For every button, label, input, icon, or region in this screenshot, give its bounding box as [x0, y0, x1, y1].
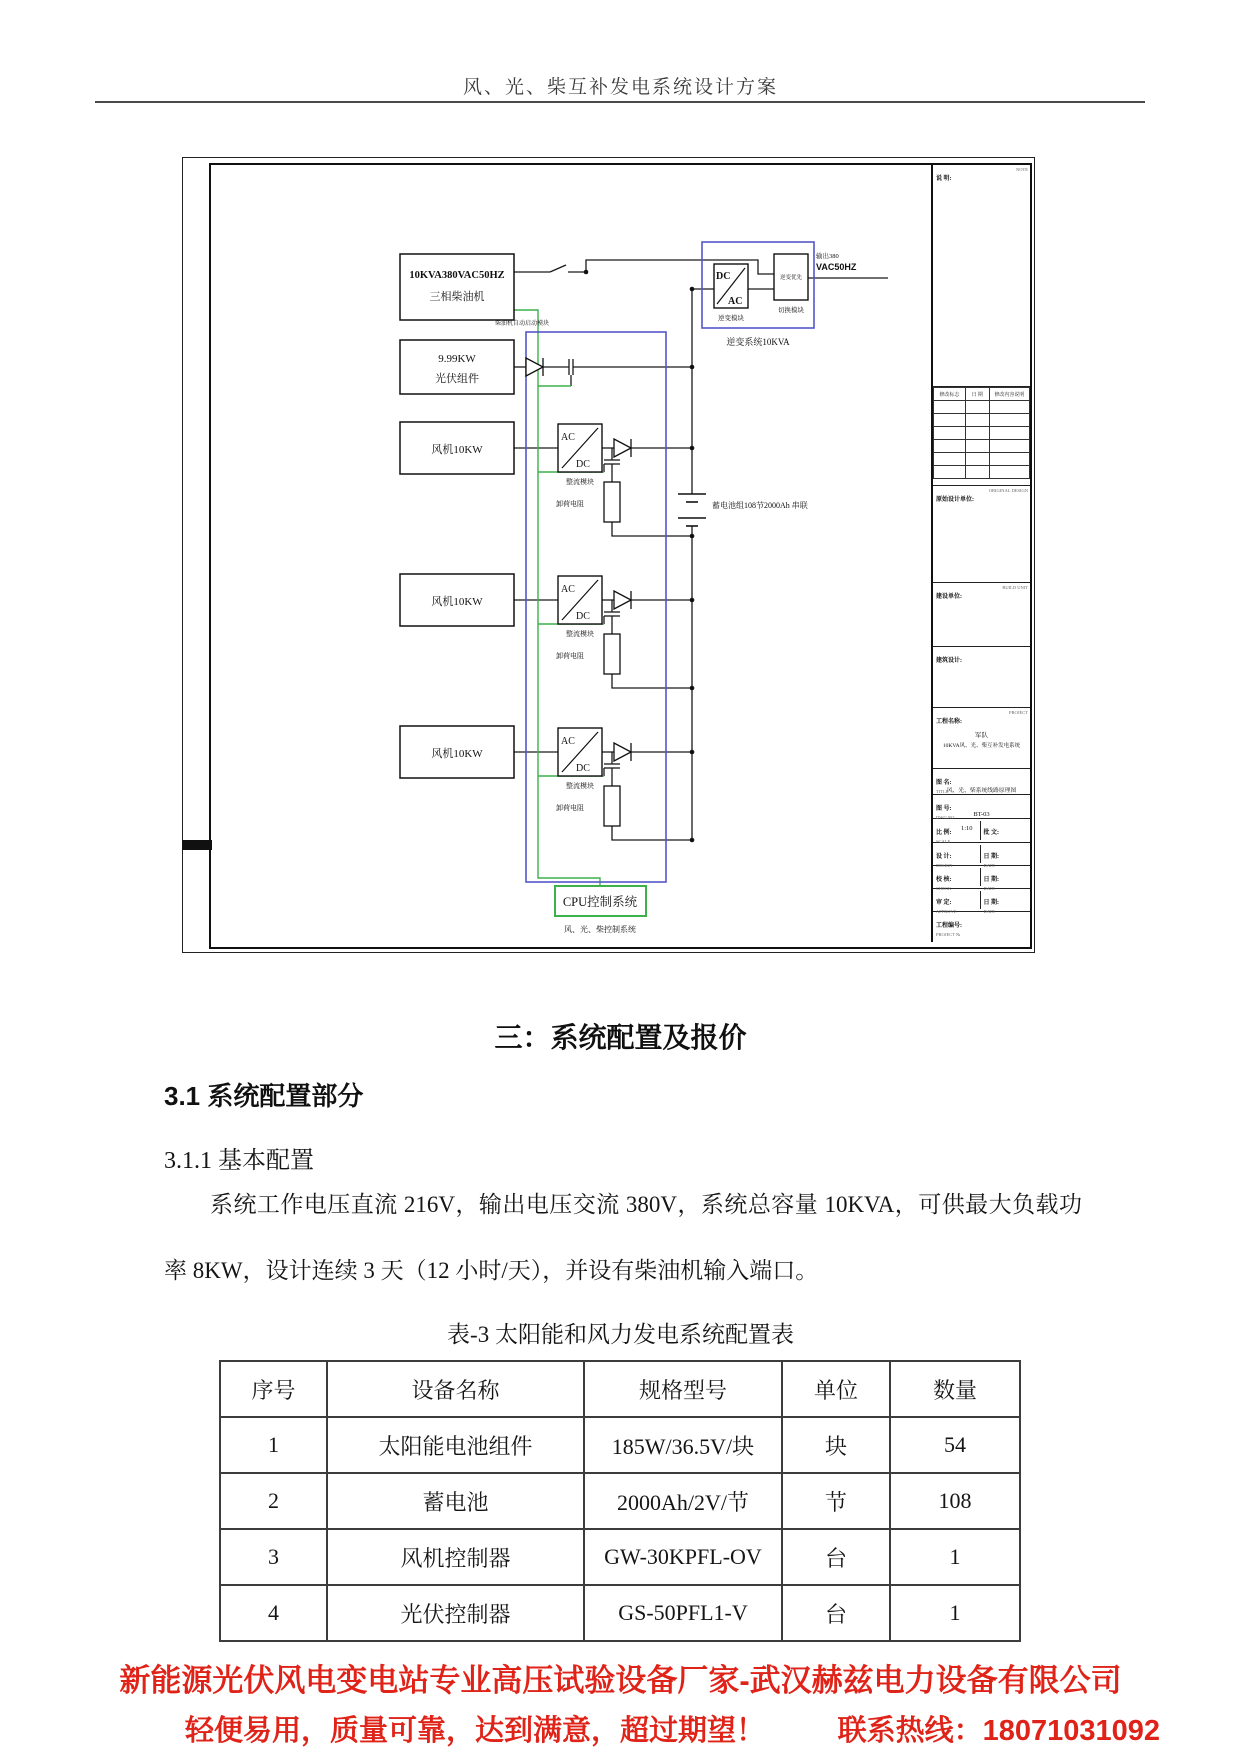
drawing-sheet [182, 157, 1035, 953]
diesel-caption: 柴油机自动启动模块 [494, 321, 550, 327]
wind-turbine-box-2 [400, 574, 514, 626]
footer-slogan: 轻便易用，质量可靠，达到满意，超过期望！ [185, 1715, 766, 1747]
svg-text:AC: AC [561, 736, 575, 747]
svg-text:CPU控制系统: CPU控制系统 [562, 895, 638, 909]
svg-text:卸荷电阻: 卸荷电阻 [556, 500, 584, 508]
rectifier-box-1 [558, 424, 602, 486]
pv-module-box [400, 340, 514, 394]
svg-text:AC: AC [561, 432, 575, 443]
diesel-generator-box [400, 254, 549, 327]
svg-text:DC: DC [576, 763, 590, 774]
table-row: 4 光伏控制器 GS-50PFL1-V 台 1 [220, 1585, 1020, 1641]
revision-table [933, 387, 1030, 479]
titleblock-project-no: 工程编号: PROJECT № [936, 923, 962, 938]
dump-resistor-3 [556, 786, 620, 826]
scale-value: 1:10 [961, 825, 973, 833]
rev-row [934, 453, 1030, 466]
pv-label-1: 9.99KW [438, 353, 476, 365]
titleblock-drawing-title: 图 名: TITLE 风、光、柴系统线路原理图 [933, 769, 1030, 795]
cpu-caption: 风、光、柴控制系统 [564, 925, 636, 934]
footer-slogan-line [185, 1708, 1160, 1749]
inverter-system-label: 逆变系统10KVA [726, 337, 790, 347]
titleblock-design-row: 设 计: DESIGN 日 期: DATE [933, 843, 1030, 866]
col-header-unit: 单位 [782, 1361, 890, 1417]
titleblock-project-name: 工程名称: PROJECT 军队 10KVA风、光、柴互补发电系统 [933, 708, 1030, 769]
svg-text:卸荷电阻: 卸荷电阻 [556, 804, 584, 812]
running-header: 风、光、柴互补发电系统设计方案 [462, 77, 778, 98]
project-line-2: 10KVA风、光、柴互补发电系统 [942, 742, 1021, 749]
wind-label-2: 风机10KW [431, 596, 483, 608]
transfer-switch-box [774, 254, 808, 300]
rectifier-caption-1: 整流模块 [566, 478, 594, 486]
drawing-frame [209, 163, 1032, 949]
diesel-label-1: 10KVA380VAC50HZ [409, 270, 505, 281]
footer-company-line: 新能源光伏风电变电站专业高压试验设备厂家-武汉赫兹电力设备有限公司 [119, 1663, 1122, 1698]
header-rule [95, 101, 1145, 103]
rev-row [934, 440, 1030, 453]
drawing-title-value: 风、光、柴系统线路原理图 [946, 788, 1017, 795]
sheet-frame-tick [182, 840, 212, 850]
cpu-control-box [555, 886, 646, 916]
diode-symbols [526, 358, 631, 761]
rev-row [934, 414, 1030, 427]
section-heading-3-1: 3.1 系统配置部分 [164, 1081, 364, 1111]
system-schematic [212, 166, 930, 944]
table-row: 3 风机控制器 GW-30KPFL-OV 台 1 [220, 1529, 1020, 1585]
col-header-index: 序号 [220, 1361, 327, 1417]
svg-text:DC: DC [576, 611, 590, 622]
titleblock-note: 说 明: NOTE [933, 165, 1030, 387]
titleblock-arch-design: 建筑设计: [933, 647, 1030, 708]
dump-resistor-1 [556, 482, 620, 522]
subsection-heading-3-1-1: 3.1.1 基本配置 [164, 1148, 314, 1174]
svg-text:逆变优先: 逆变优先 [779, 275, 803, 281]
col-header-qty: 数量 [890, 1361, 1020, 1417]
titleblock-check-row: 校 核: CHECK 日 期: DATE [933, 866, 1030, 889]
drawing-no-value: BT-03 [973, 811, 990, 819]
switch-caption: 切换模块 [778, 307, 804, 314]
body-paragraph: 系统工作电压直流 216V，输出电压交流 380V，系统总容量 10KVA，可供最大负载功率 8KW，设计连续 3 天（12 小时/天），并设有柴油机输入端口。 [164, 1192, 1082, 1283]
titleblock-drawing-no: 图 号: DWG.NO BT-03 [933, 795, 1030, 819]
title-block [931, 165, 1030, 942]
table-row: 1 太阳能电池组件 185W/36.5V/块 块 54 [220, 1417, 1020, 1473]
rev-header-row: 修改标志 日 期 修改内容说明 [934, 388, 1030, 401]
titleblock-revisions [933, 387, 1030, 486]
output-label-1: 输出380 [816, 253, 839, 260]
wind-turbine-box-1 [400, 422, 514, 474]
chapter-heading: 三：系统配置及报价 [494, 1022, 747, 1053]
battery-label: 蓄电池组108节2000Ah 串联 [712, 501, 808, 510]
rectifier-caption-3: 整流模块 [566, 782, 594, 790]
table-row: 2 蓄电池 2000Ah/2V/节 节 108 [220, 1473, 1020, 1529]
wind-turbine-box-3 [400, 726, 514, 778]
col-header-spec: 规格型号 [584, 1361, 782, 1417]
svg-text:卸荷电阻: 卸荷电阻 [556, 652, 584, 660]
battery-symbol [678, 494, 706, 526]
svg-text:AC: AC [728, 296, 743, 307]
svg-text:AC: AC [561, 584, 575, 595]
wind-label-1: 风机10KW [431, 444, 483, 456]
rectifier-caption-2: 整流模块 [566, 630, 594, 638]
inverter-module-caption: 逆变模块 [718, 315, 744, 322]
wind-label-3: 风机10KW [431, 748, 483, 760]
output-label-2: VAC50HZ [816, 262, 857, 272]
svg-text:DC: DC [576, 459, 590, 470]
col-header-device: 设备名称 [327, 1361, 584, 1417]
rev-row [934, 466, 1030, 479]
diesel-label-2: 三相柴油机 [429, 291, 485, 303]
titleblock-build-unit: 建设单位: BUILD UNIT [933, 583, 1030, 646]
rectifier-box-2 [558, 576, 602, 638]
titleblock-audit-row: 审 定: APPROVE 日 期: DATE [933, 889, 1030, 912]
pv-label-2: 光伏组件 [435, 373, 479, 385]
titleblock-original-design: 原始设计单位: ORIGINAL DESIGN [933, 486, 1030, 583]
svg-text:DC: DC [716, 271, 731, 282]
project-line-1: 军队 [975, 731, 988, 739]
rectifier-box-3 [558, 728, 602, 790]
config-table-header-row [220, 1361, 1020, 1417]
dump-resistor-2 [556, 634, 620, 674]
rev-row [934, 427, 1030, 440]
rev-row [934, 401, 1030, 414]
inverter-section [702, 242, 814, 328]
titleblock-scale-row: 比 例: SCALE 1:10 批 文: [933, 819, 1030, 843]
footer-hotline: 联系热线：18071031092 [837, 1715, 1160, 1747]
dcac-box [714, 264, 748, 308]
table-caption: 表-3 太阳能和风力发电系统配置表 [447, 1322, 794, 1347]
config-table [219, 1360, 1021, 1642]
